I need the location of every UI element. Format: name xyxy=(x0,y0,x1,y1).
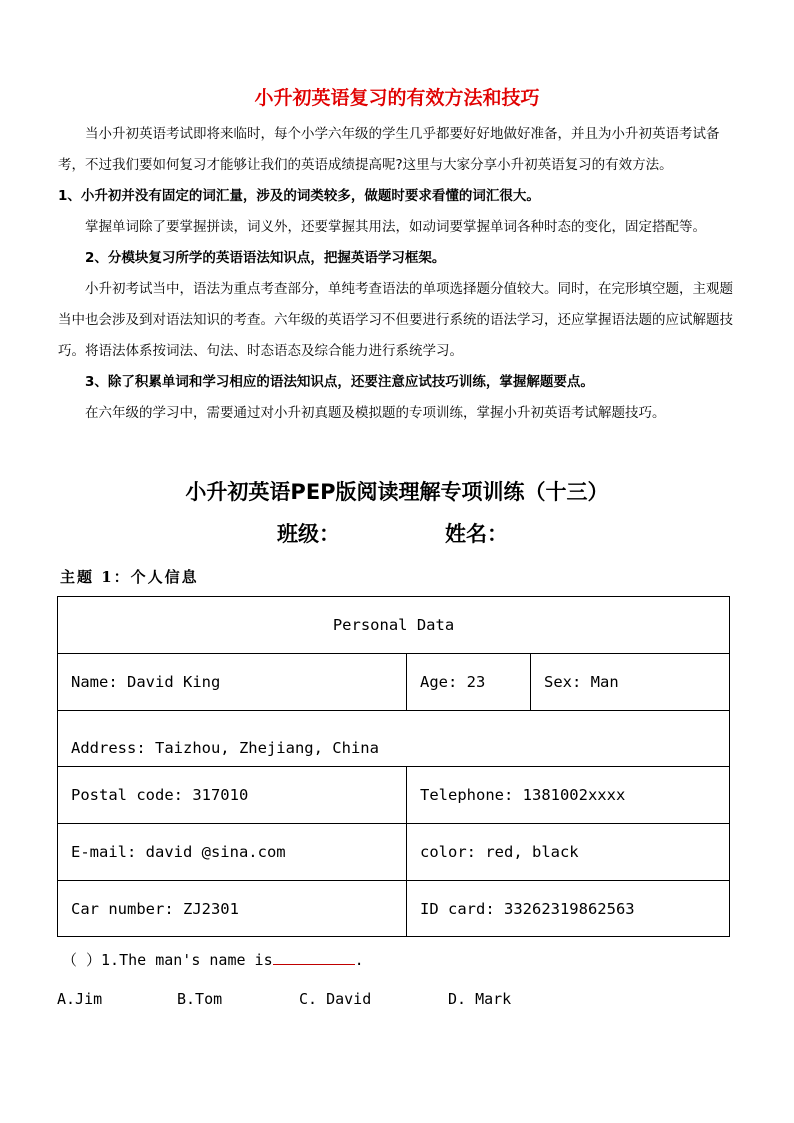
intro-paragraph-1: 当小升初英语考试即将来临时，每个小学六年级的学生几乎都要好好地做好准备，并且为小升初英语考试备考，不过我们要如何复习才能够让我们的英语成绩提高呢?这里与大家分享小升初英语复习的有效方法。 xyxy=(58,126,720,173)
color-cell: color: red, black xyxy=(407,824,730,881)
student-name-label: 姓名： xyxy=(445,522,508,546)
intro-point-3: 3、除了积累单词和学习相应的语法知识点，还要注意应试技巧训练，掌握解题要点。 xyxy=(85,374,594,390)
postal-code-cell: Postal code: 317010 xyxy=(58,767,407,824)
question-1-end: . xyxy=(354,951,364,969)
option-c[interactable]: C. David xyxy=(299,990,372,1008)
option-d[interactable]: D. Mark xyxy=(448,990,512,1008)
question-1-text: 1.The man's name is xyxy=(101,951,273,969)
car-number-cell: Car number: ZJ2301 xyxy=(58,881,407,937)
personal-data-table xyxy=(57,596,730,937)
id-card-cell: ID card: 33262319862563 xyxy=(407,881,730,937)
intro-point-1: 1、小升初并没有固定的词汇量，涉及的词类较多，做题时要求看懂的词汇很大。 xyxy=(58,188,540,204)
intro-point-2: 2、分模块复习所学的英语语法知识点，把握英语学习框架。 xyxy=(85,250,446,266)
name-cell: Name: David King xyxy=(58,654,407,711)
worksheet-title: 小升初英语PEP版阅读理解专项训练（十三） xyxy=(185,480,609,504)
intro-paragraph-4: 在六年级的学习中，需要通过对小升初真题及模拟题的专项训练，掌握小升初英语考试解题技巧。 xyxy=(85,405,666,421)
option-a[interactable]: A.Jim xyxy=(57,990,103,1008)
option-b[interactable]: B.Tom xyxy=(177,990,223,1008)
class-label: 班级： xyxy=(277,522,340,546)
question-1 xyxy=(62,948,364,970)
intro-paragraph-2: 掌握单词除了要掌握拼读，词义外，还要掌握其用法，如动词要掌握单词各种时态的变化，固定搭配等。 xyxy=(85,219,706,235)
topic-label: 主题 1：个人信息 xyxy=(60,568,199,586)
table-header: Personal Data xyxy=(58,597,730,654)
intro-title: 小升初英语复习的有效方法和技巧 xyxy=(254,87,540,109)
intro-paragraph-3: 小升初考试当中，语法为重点考查部分，单纯考查语法的单项选择题分值较大。同时，在完形填空题，主观题当中也会涉及到对语法知识的考查。六年级的英语学习不但要进行系统的语法学习，还应掌握语法题的应试解题技巧。将语法体系按词法、句法、时态语态及综合能力进行系统学习。 xyxy=(58,281,733,359)
address-cell: Address: Taizhou, Zhejiang, China xyxy=(58,711,730,767)
email-cell: E-mail: david @sina.com xyxy=(58,824,407,881)
answer-blank[interactable] xyxy=(273,948,355,965)
answer-parentheses[interactable]: （ ） xyxy=(62,951,102,969)
sex-cell: Sex: Man xyxy=(531,654,730,711)
telephone-cell: Telephone: 1381002xxxx xyxy=(407,767,730,824)
age-cell: Age: 23 xyxy=(407,654,531,711)
